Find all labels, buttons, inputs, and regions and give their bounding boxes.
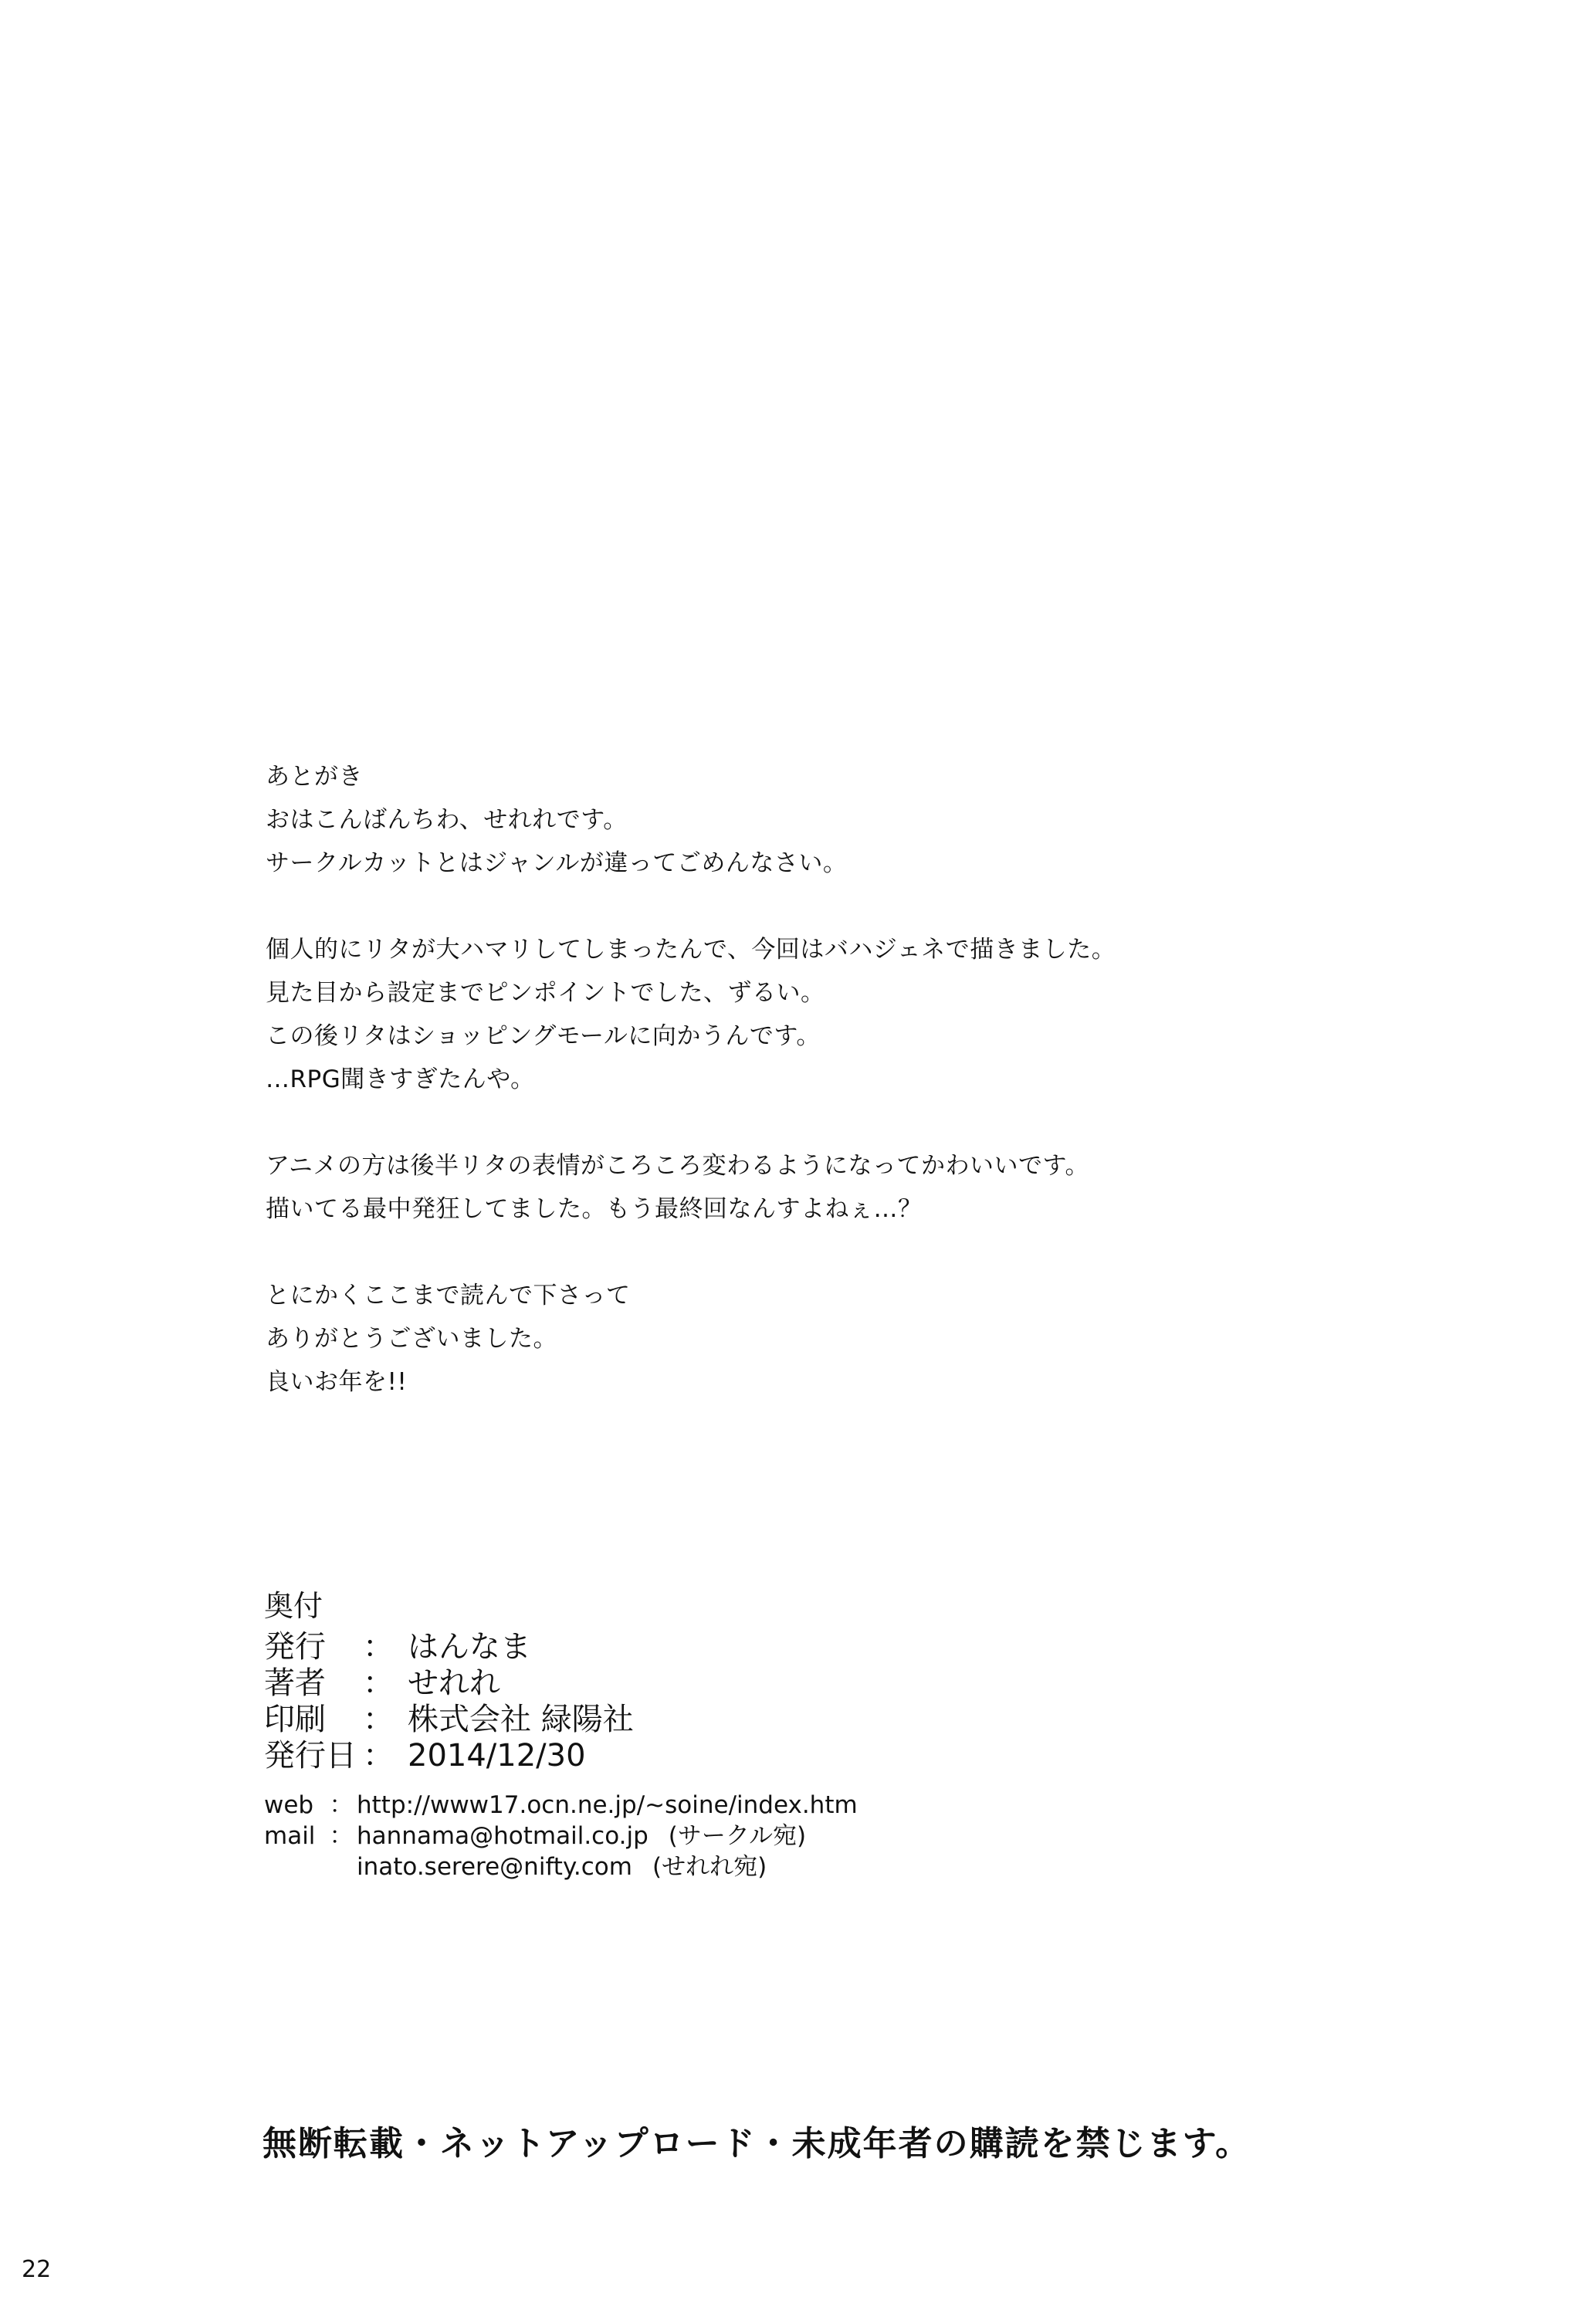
afterword-heading: あとがき	[266, 763, 363, 791]
afterword-line: ありがとうございました。	[266, 1325, 557, 1353]
credit-separator: ：	[363, 1702, 394, 1737]
email-note: (サークル宛)	[668, 1822, 807, 1850]
credit-separator: ：	[363, 1665, 394, 1701]
copyright-warning: 無断転載・ネットアップロード・未成年者の購読を禁じます。	[262, 2124, 1251, 2163]
page-number: 22	[22, 2256, 52, 2283]
colophon	[264, 1584, 1345, 1882]
contact-row-web	[264, 1790, 1345, 1821]
colophon-title: 奥付	[264, 1589, 323, 1623]
contact-row-mail	[264, 1821, 1345, 1851]
contact-row-mail-2	[264, 1851, 1345, 1882]
afterword-line: 良いお年を!!	[266, 1368, 408, 1396]
afterword-line: 個人的にリタが大ハマリしてしまったんで、今回はバハジェネで描きました。	[266, 936, 1116, 964]
credit-value: せれれ	[408, 1665, 500, 1701]
email-address: inato.serere@nifty.com	[357, 1853, 632, 1881]
credit-label: 印刷	[264, 1702, 326, 1737]
contact-label: mail	[264, 1822, 316, 1850]
contact-separator: ：	[329, 1822, 354, 1850]
credit-value: 2014/12/30	[408, 1738, 586, 1773]
paragraph-gap	[266, 1231, 1424, 1274]
contact-value	[357, 1851, 767, 1882]
afterword-line: サークルカットとはジャンルが違ってごめんなさい。	[266, 849, 848, 877]
credit-row-publisher	[264, 1629, 1345, 1665]
afterword-line: おはこんばんちわ、せれれです。	[266, 806, 628, 834]
credit-label: 発行	[264, 1629, 326, 1665]
contact-label: web	[264, 1791, 314, 1819]
credit-row-author	[264, 1665, 1345, 1702]
credit-row-date	[264, 1738, 1345, 1774]
afterword-line: …RPG聞きすぎたんや。	[266, 1065, 535, 1093]
web-url: http://www17.ocn.ne.jp/~soine/index.htm	[357, 1791, 858, 1819]
paragraph-gap	[266, 1101, 1424, 1144]
afterword-line: 見た目から設定までピンポイントでした、ずるい。	[266, 979, 825, 1007]
credit-separator: ：	[363, 1738, 394, 1773]
contact-separator: ：	[329, 1791, 354, 1819]
afterword-line: 描いてる最中発狂してました。もう最終回なんすよねぇ…？	[266, 1195, 923, 1223]
paragraph-gap	[266, 885, 1424, 928]
afterword-line: とにかくここまで読んで下さって	[266, 1282, 631, 1309]
credit-label: 発行日	[264, 1738, 357, 1773]
email-note: (せれれ宛)	[652, 1853, 767, 1881]
credit-row-printer	[264, 1702, 1345, 1738]
indent	[264, 1851, 357, 1882]
contacts	[264, 1790, 1345, 1882]
credit-separator: ：	[363, 1629, 394, 1665]
credit-value: はんなま	[408, 1629, 531, 1665]
afterword-line: アニメの方は後半リタの表情がころころ変わるようになってかわいいです。	[266, 1152, 1089, 1180]
afterword-line: この後リタはショッピングモールに向かうんです。	[266, 1022, 821, 1050]
credit-value: 株式会社 緑陽社	[408, 1702, 634, 1737]
credit-label: 著者	[264, 1665, 326, 1701]
afterword	[266, 755, 1424, 1404]
email-address: hannama@hotmail.co.jp	[357, 1822, 648, 1850]
contact-value	[357, 1821, 806, 1851]
